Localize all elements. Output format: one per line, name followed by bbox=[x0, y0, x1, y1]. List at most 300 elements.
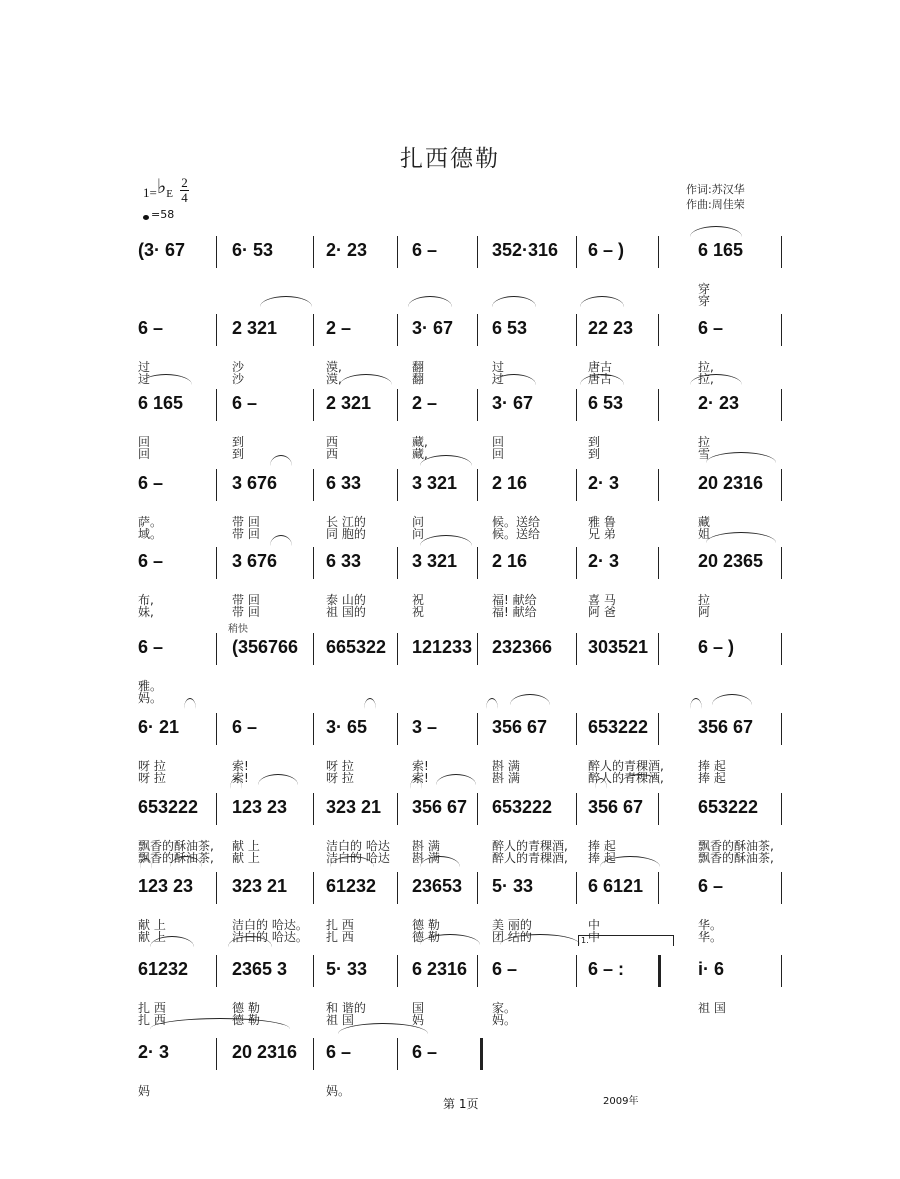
lyric: 唐古 bbox=[588, 360, 613, 374]
lyric: 布, bbox=[138, 593, 154, 607]
slur-icon bbox=[706, 452, 776, 463]
barline bbox=[576, 955, 577, 987]
barline bbox=[313, 389, 314, 421]
lyric: 德 勒 bbox=[232, 1001, 260, 1015]
lyric: 扎 西 bbox=[326, 918, 354, 932]
lyric: 扎 西 bbox=[138, 1013, 166, 1027]
volta-number: 1. bbox=[581, 936, 589, 945]
measure: 6 2316 bbox=[412, 959, 468, 979]
lyric: 斟 满 bbox=[492, 771, 520, 785]
measure: 6 165 bbox=[698, 240, 744, 260]
measure: 323 21 bbox=[232, 876, 288, 896]
lyric: 飘香的酥油茶, bbox=[138, 839, 214, 853]
slur-icon bbox=[364, 698, 376, 709]
lyric: 飘香的酥油茶, bbox=[698, 839, 774, 853]
lyric: 带 回 bbox=[232, 515, 260, 529]
lyric: 祝 bbox=[412, 605, 425, 619]
lyric: 飘香的酥油茶, bbox=[698, 851, 774, 865]
year: 2009年 bbox=[603, 1096, 639, 1107]
lyric: 捧 起 bbox=[698, 759, 726, 773]
barline bbox=[313, 713, 314, 745]
barline bbox=[397, 547, 398, 579]
lyric: 带 回 bbox=[232, 593, 260, 607]
slur-icon bbox=[270, 455, 292, 466]
barline bbox=[397, 389, 398, 421]
lyric: 过 bbox=[138, 360, 151, 374]
barline bbox=[658, 547, 659, 579]
lyric: 团 结的 bbox=[492, 930, 532, 944]
measure: (356766 bbox=[232, 637, 299, 657]
barline bbox=[480, 1038, 483, 1070]
lyricist: 作词:苏汉华 bbox=[686, 183, 745, 196]
measure: 123 23 bbox=[138, 876, 194, 896]
lyric: 醉人的青稞酒, bbox=[492, 851, 568, 865]
measure: 6 – bbox=[698, 876, 724, 896]
barline bbox=[477, 314, 478, 346]
lyric: 华。 bbox=[698, 918, 723, 932]
barline bbox=[658, 793, 659, 825]
barline bbox=[658, 389, 659, 421]
lyric: 献 上 bbox=[232, 851, 260, 865]
lyric: 候。送给 bbox=[492, 515, 541, 529]
quarter-note-icon bbox=[143, 215, 149, 220]
slur-icon bbox=[270, 535, 292, 546]
measure: 6 – ) bbox=[698, 637, 735, 657]
lyric: 醉人的青稞酒, bbox=[588, 759, 664, 773]
score-row bbox=[130, 872, 790, 912]
lyric: 索! bbox=[412, 771, 429, 785]
measure: 6 – bbox=[492, 959, 518, 979]
slur-icon bbox=[340, 374, 392, 385]
measure: 23653 bbox=[412, 876, 463, 896]
lyric: 福! 献给 bbox=[492, 593, 537, 607]
lyric: 兄 弟 bbox=[588, 527, 616, 541]
measure: 2 321 bbox=[232, 318, 278, 338]
lyric: 祝 bbox=[412, 593, 425, 607]
lyric: 德 勒 bbox=[232, 1013, 260, 1027]
lyric: 翻 bbox=[412, 372, 425, 386]
credits bbox=[686, 182, 745, 212]
barline bbox=[313, 793, 314, 825]
lyric: 斟 满 bbox=[412, 839, 440, 853]
measure: 6 53 bbox=[588, 393, 624, 413]
lyric: 美 丽的 bbox=[492, 918, 532, 932]
slur-icon bbox=[690, 698, 702, 709]
slur-icon bbox=[580, 374, 624, 385]
measure: 2· 3 bbox=[588, 473, 620, 493]
score-row bbox=[130, 793, 790, 833]
barline bbox=[313, 872, 314, 904]
measure: 123 23 bbox=[232, 797, 288, 817]
barline bbox=[216, 872, 217, 904]
score-row bbox=[130, 955, 790, 995]
page-number: 第 1页 bbox=[443, 1097, 479, 1111]
measure: 6 – : bbox=[588, 959, 625, 979]
lyric: 妈。 bbox=[138, 691, 163, 705]
score-row bbox=[130, 713, 790, 753]
measure: 3· 67 bbox=[492, 393, 534, 413]
measure: 6 6121 bbox=[588, 876, 644, 896]
lyric: 醉人的青稞酒, bbox=[588, 771, 664, 785]
score-row bbox=[130, 469, 790, 509]
barline bbox=[781, 955, 782, 987]
barline bbox=[216, 955, 217, 987]
score-row bbox=[130, 236, 790, 276]
lyric: 飘香的酥油茶, bbox=[138, 851, 214, 865]
barline bbox=[313, 955, 314, 987]
barline bbox=[216, 633, 217, 665]
lyric: 扎 西 bbox=[138, 1001, 166, 1015]
lyric: 祖 国的 bbox=[326, 605, 366, 619]
measure: 5· 33 bbox=[326, 959, 368, 979]
lyric: 过 bbox=[138, 372, 151, 386]
lyric: 拉 bbox=[698, 435, 711, 449]
tempo-marking bbox=[143, 208, 174, 221]
lyric: 过 bbox=[492, 372, 505, 386]
measure: 61232 bbox=[326, 876, 377, 896]
measure: 2365 3 bbox=[232, 959, 288, 979]
lyric: 捧 起 bbox=[588, 851, 616, 865]
lyric: 国 bbox=[412, 1001, 425, 1015]
barline bbox=[216, 793, 217, 825]
barline bbox=[397, 713, 398, 745]
lyric: 唐古 bbox=[588, 372, 613, 386]
lyric: 献 上 bbox=[138, 918, 166, 932]
barline bbox=[216, 1038, 217, 1070]
barline bbox=[781, 469, 782, 501]
barline bbox=[576, 633, 577, 665]
barline bbox=[477, 547, 478, 579]
key-label: 1= bbox=[143, 185, 157, 200]
slur-icon bbox=[408, 296, 452, 307]
measure: 6 – bbox=[138, 318, 164, 338]
barline bbox=[477, 872, 478, 904]
key-signature bbox=[143, 178, 173, 203]
slur-icon bbox=[580, 296, 624, 307]
lyric: 索! bbox=[412, 759, 429, 773]
lyric: 西 bbox=[326, 435, 339, 449]
measure: 6 – bbox=[232, 717, 258, 737]
barline bbox=[781, 633, 782, 665]
slur-icon bbox=[258, 774, 298, 785]
measure: 2· 3 bbox=[138, 1042, 170, 1062]
measure: (3· 67 bbox=[138, 240, 186, 260]
barline bbox=[576, 713, 577, 745]
lyric: 献 上 bbox=[138, 930, 166, 944]
lyric: 和 谐的 bbox=[326, 1001, 366, 1015]
lyric: 捧 起 bbox=[698, 771, 726, 785]
barline bbox=[658, 872, 659, 904]
lyric: 中 bbox=[588, 930, 601, 944]
measure: 2 16 bbox=[492, 473, 528, 493]
measure: 356 67 bbox=[412, 797, 468, 817]
lyric: 沙 bbox=[232, 372, 245, 386]
measure: 6 33 bbox=[326, 473, 362, 493]
barline bbox=[576, 793, 577, 825]
lyric: 妈。 bbox=[326, 1084, 351, 1098]
lyric: 妹, bbox=[138, 605, 154, 619]
lyric: 呀 拉 bbox=[138, 771, 166, 785]
lyric: 藏, bbox=[412, 447, 428, 461]
barline bbox=[781, 713, 782, 745]
lyric: 雪 bbox=[698, 447, 711, 461]
barline bbox=[397, 633, 398, 665]
lyric: 过 bbox=[492, 360, 505, 374]
lyric: 呀 拉 bbox=[326, 771, 354, 785]
barline bbox=[313, 547, 314, 579]
barline bbox=[658, 469, 659, 501]
lyric: 回 bbox=[492, 435, 505, 449]
measure: 6· 21 bbox=[138, 717, 180, 737]
lyric: 域。 bbox=[138, 527, 163, 541]
measure: 6 – bbox=[412, 1042, 438, 1062]
lyric: 姐 bbox=[698, 527, 711, 541]
barline bbox=[477, 713, 478, 745]
lyric: 德 勒 bbox=[412, 918, 440, 932]
barline bbox=[658, 633, 659, 665]
measure: 356 67 bbox=[588, 797, 644, 817]
lyric: 祖 国 bbox=[326, 1013, 354, 1027]
measure: 653222 bbox=[698, 797, 759, 817]
barline bbox=[576, 547, 577, 579]
measure: 2· 23 bbox=[698, 393, 740, 413]
lyric: 萨。 bbox=[138, 515, 163, 529]
barline bbox=[781, 314, 782, 346]
measure: 6 – ) bbox=[588, 240, 625, 260]
barline bbox=[781, 236, 782, 268]
score-row bbox=[130, 633, 790, 673]
barline bbox=[216, 314, 217, 346]
lyric: 带 回 bbox=[232, 527, 260, 541]
lyric: 献 上 bbox=[232, 839, 260, 853]
lyric: 泰 山的 bbox=[326, 593, 366, 607]
barline bbox=[216, 389, 217, 421]
lyric: 中 bbox=[588, 918, 601, 932]
measure: 3· 65 bbox=[326, 717, 368, 737]
lyric: 妈 bbox=[138, 1084, 151, 1098]
measure: 653222 bbox=[138, 797, 199, 817]
measure: 61232 bbox=[138, 959, 189, 979]
lyric: 问 bbox=[412, 515, 425, 529]
measure: 6 – bbox=[326, 1042, 352, 1062]
barline bbox=[313, 469, 314, 501]
lyric: 翻 bbox=[412, 360, 425, 374]
lyric: 喜 马 bbox=[588, 593, 616, 607]
measure: 22 23 bbox=[588, 318, 634, 338]
score-row bbox=[130, 1038, 790, 1078]
measure: 6 165 bbox=[138, 393, 184, 413]
barline bbox=[397, 793, 398, 825]
barline bbox=[216, 469, 217, 501]
measure: 3· 67 bbox=[412, 318, 454, 338]
barline bbox=[216, 713, 217, 745]
measure: 20 2365 bbox=[698, 551, 764, 571]
measure: 2 – bbox=[412, 393, 438, 413]
lyric: 雅。 bbox=[138, 679, 163, 693]
lyric: 呀 拉 bbox=[138, 759, 166, 773]
lyric: 斟 满 bbox=[492, 759, 520, 773]
slur-icon bbox=[492, 296, 536, 307]
measure: 6 – bbox=[698, 318, 724, 338]
measure: 6 – bbox=[412, 240, 438, 260]
barline bbox=[397, 1038, 398, 1070]
time-signature bbox=[180, 176, 189, 205]
lyric: 洁白的 哈达 bbox=[326, 839, 390, 853]
slur-icon bbox=[436, 774, 476, 785]
measure: 352·316 bbox=[492, 240, 559, 260]
score-row bbox=[130, 389, 790, 429]
lyric: 呀 拉 bbox=[326, 759, 354, 773]
barline bbox=[781, 389, 782, 421]
lyric: 家。 bbox=[492, 1001, 517, 1015]
barline bbox=[477, 236, 478, 268]
flat-icon: ♭ bbox=[156, 176, 167, 198]
lyric: 回 bbox=[492, 447, 505, 461]
measure: 6· 53 bbox=[232, 240, 274, 260]
measure: 2 16 bbox=[492, 551, 528, 571]
tempo-change-annotation: 稍快 bbox=[228, 624, 248, 635]
measure: 3 – bbox=[412, 717, 438, 737]
measure: 6 53 bbox=[492, 318, 528, 338]
barline bbox=[477, 469, 478, 501]
lyric: 到 bbox=[588, 435, 601, 449]
measure: 3 321 bbox=[412, 551, 458, 571]
time-bottom: 4 bbox=[181, 190, 188, 205]
measure: 2 321 bbox=[326, 393, 372, 413]
measure: 653222 bbox=[492, 797, 553, 817]
measure: i· 6 bbox=[698, 959, 725, 979]
lyric: 问 bbox=[412, 527, 425, 541]
slur-icon bbox=[184, 698, 196, 709]
slur-icon bbox=[420, 535, 472, 546]
lyric: 长 江的 bbox=[326, 515, 366, 529]
measure: 20 2316 bbox=[698, 473, 764, 493]
measure: 665322 bbox=[326, 637, 387, 657]
barline bbox=[313, 314, 314, 346]
lyric: 华。 bbox=[698, 930, 723, 944]
barline bbox=[658, 236, 659, 268]
lyric: 捧 起 bbox=[588, 839, 616, 853]
measure: 5· 33 bbox=[492, 876, 534, 896]
song-title: 扎西德勒 bbox=[400, 146, 500, 172]
slur-icon bbox=[150, 1018, 290, 1029]
measure: 2· 23 bbox=[326, 240, 368, 260]
lyric: 雅 鲁 bbox=[588, 515, 616, 529]
lyric: 阿 爸 bbox=[588, 605, 616, 619]
lyric: 拉, bbox=[698, 360, 714, 374]
lyric: 候。送给 bbox=[492, 527, 541, 541]
measure: 303521 bbox=[588, 637, 649, 657]
lyric: 妈 bbox=[412, 1013, 425, 1027]
barline bbox=[781, 547, 782, 579]
lyric: 洁白的 哈达。 bbox=[232, 918, 308, 932]
slur-icon bbox=[510, 694, 550, 705]
volta-bracket bbox=[578, 935, 674, 946]
barline bbox=[781, 793, 782, 825]
measure: 3 676 bbox=[232, 473, 278, 493]
measure: 6 – bbox=[138, 551, 164, 571]
lyric: 祖 国 bbox=[698, 1001, 726, 1015]
lyric: 洁白的 哈达。 bbox=[232, 930, 308, 944]
time-top: 2 bbox=[181, 175, 188, 190]
barline bbox=[658, 955, 661, 987]
measure: 6 – bbox=[138, 637, 164, 657]
measure: 2· 3 bbox=[588, 551, 620, 571]
lyric: 藏 bbox=[698, 515, 711, 529]
lyric: 洁白的 哈达 bbox=[326, 851, 390, 865]
barline bbox=[216, 547, 217, 579]
lyric: 沙 bbox=[232, 360, 245, 374]
barline bbox=[397, 314, 398, 346]
lyric: 德 勒 bbox=[412, 930, 440, 944]
lyric: 带 回 bbox=[232, 605, 260, 619]
tempo-value: =58 bbox=[151, 208, 175, 221]
score-row bbox=[130, 547, 790, 587]
barline bbox=[658, 314, 659, 346]
barline bbox=[477, 955, 478, 987]
barline bbox=[576, 314, 577, 346]
lyric: 到 bbox=[588, 447, 601, 461]
barline bbox=[658, 713, 659, 745]
slur-icon bbox=[712, 694, 752, 705]
measure: 356 67 bbox=[492, 717, 548, 737]
barline bbox=[576, 872, 577, 904]
measure: 3 321 bbox=[412, 473, 458, 493]
barline bbox=[313, 633, 314, 665]
barline bbox=[397, 955, 398, 987]
barline bbox=[397, 236, 398, 268]
lyric: 穿 bbox=[698, 294, 711, 308]
lyric: 拉, bbox=[698, 372, 714, 386]
lyric: 妈。 bbox=[492, 1013, 517, 1027]
slur-icon bbox=[260, 296, 312, 307]
barline bbox=[576, 469, 577, 501]
slur-icon bbox=[706, 532, 776, 543]
lyric: 回 bbox=[138, 435, 151, 449]
slur-icon bbox=[486, 698, 498, 709]
barline bbox=[313, 1038, 314, 1070]
measure: 3 676 bbox=[232, 551, 278, 571]
lyric: 索! bbox=[232, 771, 249, 785]
measure: 20 2316 bbox=[232, 1042, 298, 1062]
measure: 6 33 bbox=[326, 551, 362, 571]
measure: 323 21 bbox=[326, 797, 382, 817]
lyric: 福! 献给 bbox=[492, 605, 537, 619]
barline bbox=[216, 236, 217, 268]
barline bbox=[781, 872, 782, 904]
composer: 作曲:周佳荣 bbox=[686, 198, 745, 211]
measure: 121233 bbox=[412, 637, 473, 657]
measure: 356 67 bbox=[698, 717, 754, 737]
score-row bbox=[130, 314, 790, 354]
lyric: 索! bbox=[232, 759, 249, 773]
barline bbox=[313, 236, 314, 268]
lyric: 穿 bbox=[698, 282, 711, 296]
lyric: 同 胞的 bbox=[326, 527, 366, 541]
barline bbox=[576, 389, 577, 421]
key-note: E bbox=[166, 188, 174, 200]
barline bbox=[576, 236, 577, 268]
measure: 6 – bbox=[232, 393, 258, 413]
barline bbox=[477, 389, 478, 421]
lyric: 西 bbox=[326, 447, 339, 461]
measure: 653222 bbox=[588, 717, 649, 737]
barline bbox=[397, 872, 398, 904]
lyric: 回 bbox=[138, 447, 151, 461]
lyric: 藏, bbox=[412, 435, 428, 449]
lyric: 漠, bbox=[326, 372, 342, 386]
lyric: 拉 bbox=[698, 593, 711, 607]
